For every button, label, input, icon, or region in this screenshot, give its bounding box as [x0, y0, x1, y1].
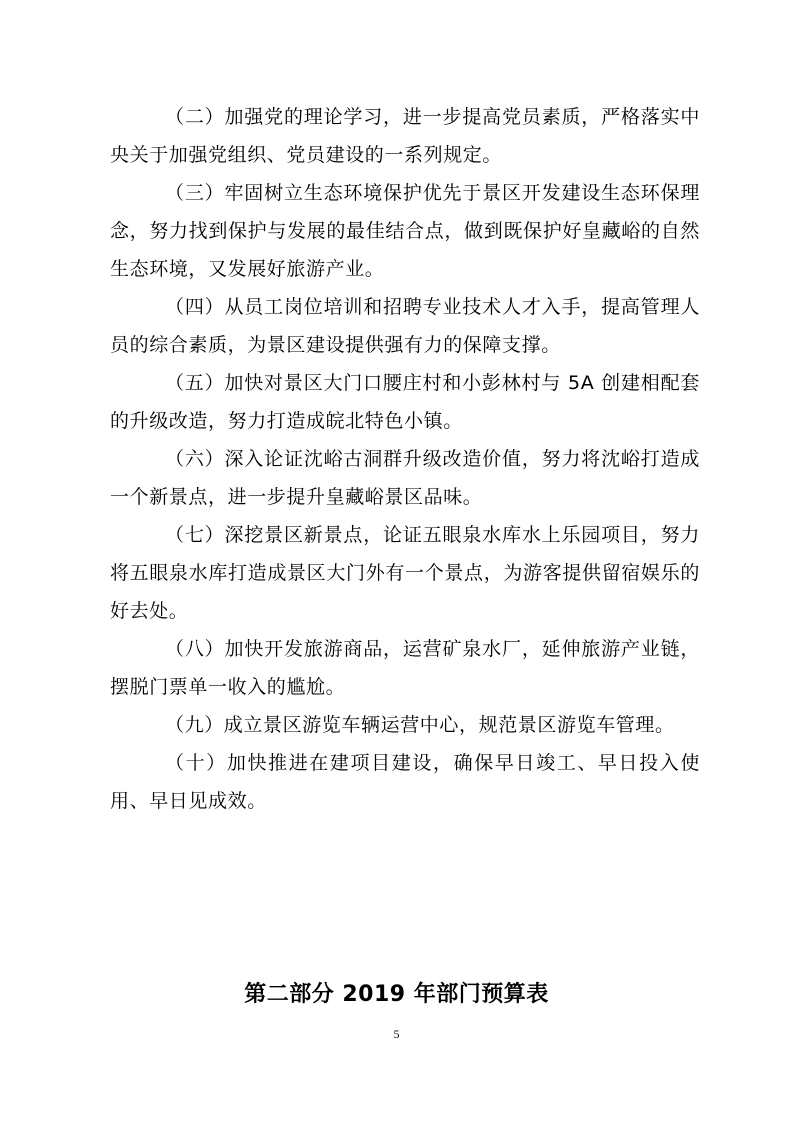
- section-title: 第二部分 2019 年部门预算表: [244, 982, 549, 1007]
- paragraph-measure-5: （五）加快对景区大门口腰庄村和小彭林村与 5A 创建相配套的升级改造，努力打造成皖北特色小镇。: [110, 372, 700, 432]
- paragraph-measure-8: （八）加快开发旅游商品，运营矿泉水厂，延伸旅游产业链，摆脱门票单一收入的尴尬。: [110, 638, 700, 698]
- paragraph-measure-10: （十）加快推进在建项目建设，确保早日竣工、早日投入使用、早日见成效。: [110, 752, 700, 812]
- paragraph-measure-2: （二）加强党的理论学习，进一步提高党员素质，严格落实中央关于加强党组织、党员建设的一系列规定。: [110, 106, 700, 166]
- paragraph-measure-9: （九）成立景区游览车辆运营中心，规范景区游览车管理。: [165, 714, 675, 736]
- paragraph-measure-6: （六）深入论证沈峪古洞群升级改造价值，努力将沈峪打造成一个新景点，进一步提升皇藏峪景区品味。: [110, 448, 700, 508]
- paragraph-measure-3: （三）牢固树立生态环境保护优先于景区开发建设生态环保理念，努力找到保护与发展的最佳结合点，做到既保护好皇藏峪的自然生态环境，又发展好旅游产业。: [110, 182, 700, 280]
- paragraph-measure-4: （四）从员工岗位培训和招聘专业技术人才入手，提高管理人员的综合素质，为景区建设提供强有力的保障支撑。: [110, 296, 700, 356]
- paragraph-measure-7: （七）深挖景区新景点，论证五眼泉水库水上乐园项目，努力将五眼泉水库打造成景区大门外有一个景点，为游客提供留宿娱乐的好去处。: [110, 524, 700, 622]
- measures-list: [110, 98, 700, 820]
- page-number: 5: [393, 1027, 400, 1041]
